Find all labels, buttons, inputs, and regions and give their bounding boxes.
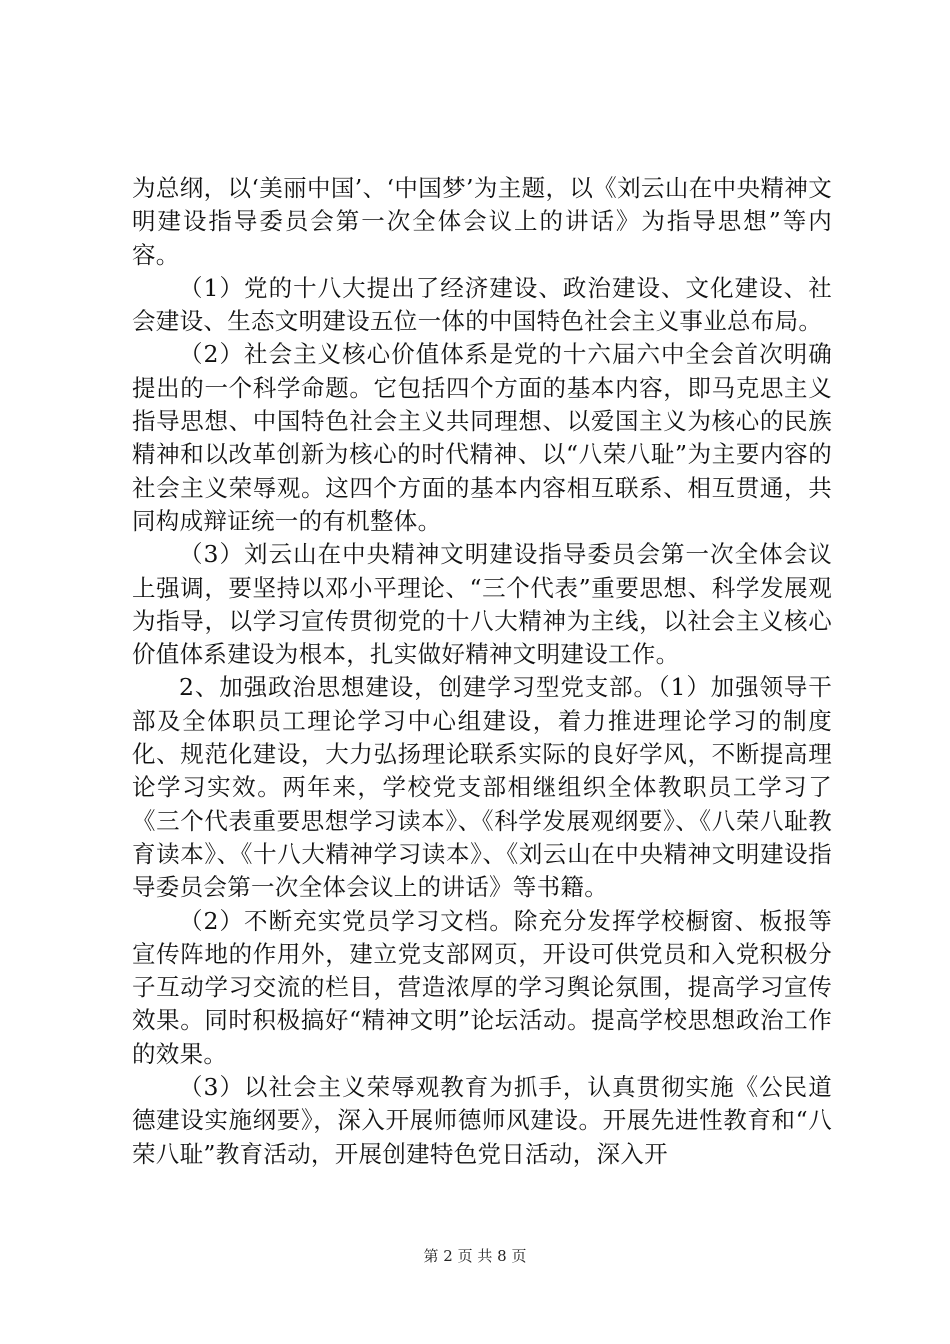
document-body (132, 172, 832, 1171)
paragraph-section-2-item-2: （2）不断充实党员学习文档。除充分发挥学校橱窗、板报等宣传阵地的作用外，建立党支部网页，开设可供党员和入党积极分子互动学习交流的栏目，营造浓厚的学习舆论氛围，提高学习宣传效果。同时积极搞好“精神文明”论坛活动。提高学校思想政治工作的效果。 (132, 906, 832, 1068)
paragraph-section-2: 2、加强政治思想建设，创建学习型党支部。（1）加强领导干部及全体职员工理论学习中心组建设，着力推进理论学习的制度化、规范化建设，大力弘扬理论联系实际的良好学风，不断提高理论学习实效。两年来，学校党支部相继组织全体教职员工学习了《三个代表重要思想学习读本》、《科学发展观纲要》、《八荣八耻教育读本》、《十八大精神学习读本》、《刘云山在中央精神文明建设指导委员会第一次全体会议上的讲话》等书籍。 (132, 673, 832, 902)
paragraph-item-2: （2）社会主义核心价值体系是党的十六届六中全会首次明确提出的一个科学命题。它包括四个方面的基本内容，即马克思主义指导思想、中国特色社会主义共同理想、以爱国主义为核心的民族精神和以改革创新为核心的时代精神、以“八荣八耻”为主要内容的社会主义荣辱观。这四个方面的基本内容相互联系、相互贯通，共同构成辩证统一的有机整体。 (132, 340, 832, 535)
paragraph-item-3: （3）刘云山在中央精神文明建设指导委员会第一次全体会议上强调，要坚持以邓小平理论、“三个代表”重要思想、科学发展观为指导，以学习宣传贯彻党的十八大精神为主线，以社会主义核心价值体系建设为根本，扎实做好精神文明建设工作。 (132, 540, 832, 669)
paragraph-section-2-item-3: （3）以社会主义荣辱观教育为抓手，认真贯彻实施《公民道德建设实施纲要》，深入开展师德师风建设。开展先进性教育和“八荣八耻”教育活动，开展创建特色党日活动，深入开 (132, 1073, 832, 1168)
paragraph-continuation: 为总纲，以‘美丽中国’、‘中国梦’为主题，以《刘云山在中央精神文明建设指导委员会第一次全体会议上的讲话》为指导思想”等内容。 (132, 174, 832, 269)
page-number-footer: 第 2 页 共 8 页 (423, 1247, 527, 1265)
paragraph-item-1: （1）党的十八大提出了经济建设、政治建设、文化建设、社会建设、生态文明建设五位一体的中国特色社会主义事业总布局。 (132, 273, 832, 336)
